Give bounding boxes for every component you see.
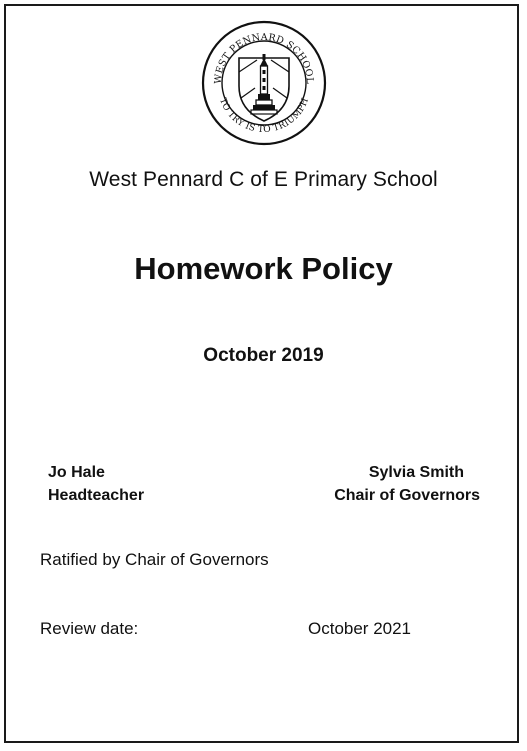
policy-date: October 2019 <box>203 345 324 366</box>
ratification-note: Ratified by Chair of Governors <box>40 550 269 569</box>
review-date-label: Review date: <box>40 619 139 638</box>
school-name: West Pennard C of E Primary School <box>89 168 438 191</box>
signatory-chair <box>334 461 480 507</box>
signatory-role: Headteacher <box>48 487 145 504</box>
signatory-headteacher <box>48 461 144 507</box>
review-date-value: October 2021 <box>308 619 412 638</box>
svg-text:WEST PENNARD SCHOOL: WEST PENNARD SCHOOL <box>212 31 316 85</box>
policy-title: Homework Policy <box>134 251 393 286</box>
signatory-role: Chair of Governors <box>334 487 480 504</box>
signatory-name: Jo Hale <box>48 464 105 481</box>
svg-text:TO TRY IS TO TRIUMPH: TO TRY IS TO TRIUMPH <box>217 96 312 136</box>
school-crest-icon <box>201 20 327 146</box>
signatory-name: Sylvia Smith <box>368 464 464 481</box>
